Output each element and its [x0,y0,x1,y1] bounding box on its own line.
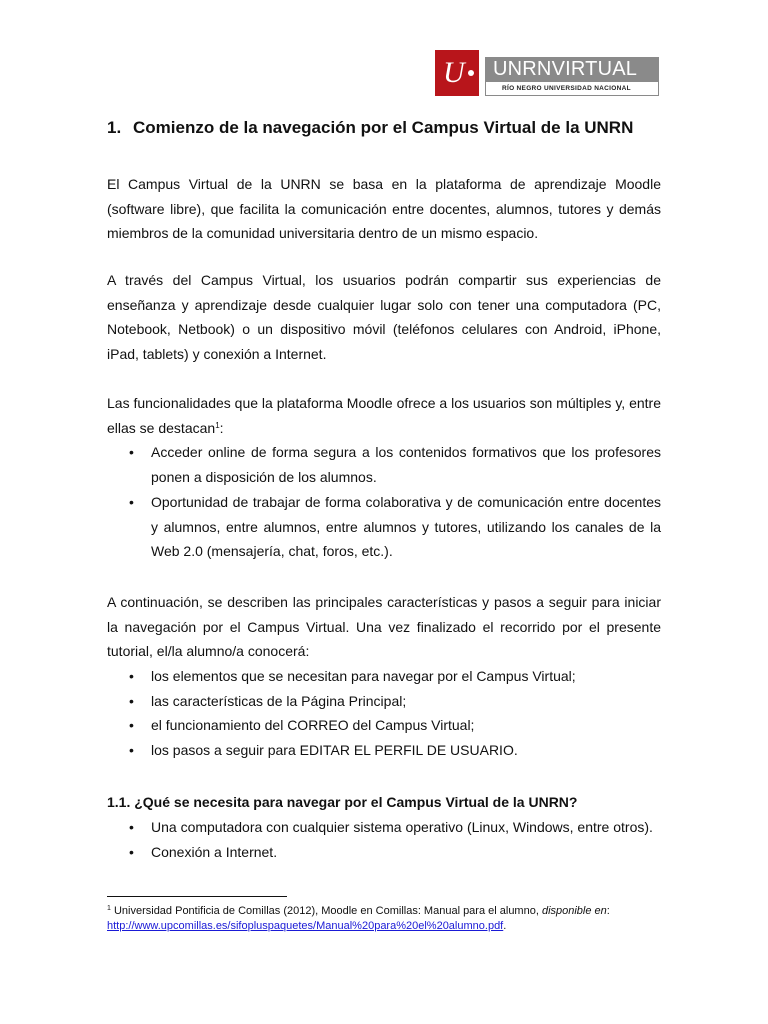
list-item: • Una computadora con cualquier sistema operativo (Linux, Windows, entre otros). [129,819,653,835]
list-item: • Oportunidad de trabajar de forma colaborativa y de comunicación entre docentes y alumnos, entre alumnos, entre alumnos y tutores, utilizando los canales de la Web 2.0 (mensajería, chat, foros, etc.). [129,494,661,559]
section-heading [107,116,633,140]
features-list [107,440,661,564]
learn-list [107,664,661,762]
footnote-link[interactable]: http://www.upcomillas.es/sifopluspaquetes/Manual%20para%20el%20alumno.pdf [107,920,504,932]
subsection-heading: 1.1. ¿Qué se necesita para navegar por el Campus Virtual de la UNRN? [107,794,578,810]
list-item: • los pasos a seguir para EDITAR EL PERFIL DE USUARIO. [129,741,518,758]
list-item: • Conexión a Internet. [129,843,278,860]
list-item: • el funcionamiento del CORREO del Campus Virtual; [129,717,475,733]
list-item: • Acceder online de forma segura a los contenidos formativos que los profesores ponen a disposición de los alumnos. [129,444,661,485]
requirements-list [107,815,661,864]
section-number: 1. [107,118,122,137]
footnote-ref[interactable]: 1 [215,420,220,430]
footnote-divider [107,896,287,897]
logo-name: UNRNVIRTUAL [485,57,659,81]
paragraph-campus: A través del Campus Virtual, los usuarios podrán compartir sus experiencias de enseñanza y aprendizaje desde cualquier lugar solo con tener una computadora (PC, Notebook, Netbook) o un dispositivo móvil (teléfonos celulares con Android, iPhone, iPad, tablets) y conexión a Internet. [107,272,661,362]
logo-u-mark: U [435,50,479,96]
list-item: • las características de la Página Principal; [129,692,407,709]
list-item: • los elementos que se necesitan para navegar por el Campus Virtual; [129,668,576,684]
section-title: Comienzo de la navegación por el Campus Virtual de la UNRN [133,118,634,137]
unrn-virtual-logo [435,50,659,96]
paragraph-tutorial: A continuación, se describen las principales características y pasos a seguir para iniciar la navegación por el Campus Virtual. Una vez finalizado el recorrido por el presente tutorial, el/la alumno/a conocerá: [107,594,661,659]
paragraph-intro: El Campus Virtual de la UNRN se basa en la plataforma de aprendizaje Moodle (software libre), que facilita la comunicación entre docentes, alumnos, tutores y demás miembros de la comunidad universitaria dentro de un mismo espacio. [107,176,661,241]
paragraph-features: Las funcionalidades que la plataforma Moodle ofrece a los usuarios son múltiples y, entre ellas se destacan$^1$: [107,395,661,436]
footnote: $^1$ Universidad Pontificia de Comillas (2012), Moodle en Comillas: Manual para el alumno, disponible en: http://www.upcomillas.es/sifopluspaquetes/Manual%20para%20el%20alumno.pdf. [107,905,610,932]
logo-subtitle: RÍO NEGRO UNIVERSIDAD NACIONAL [485,81,659,96]
